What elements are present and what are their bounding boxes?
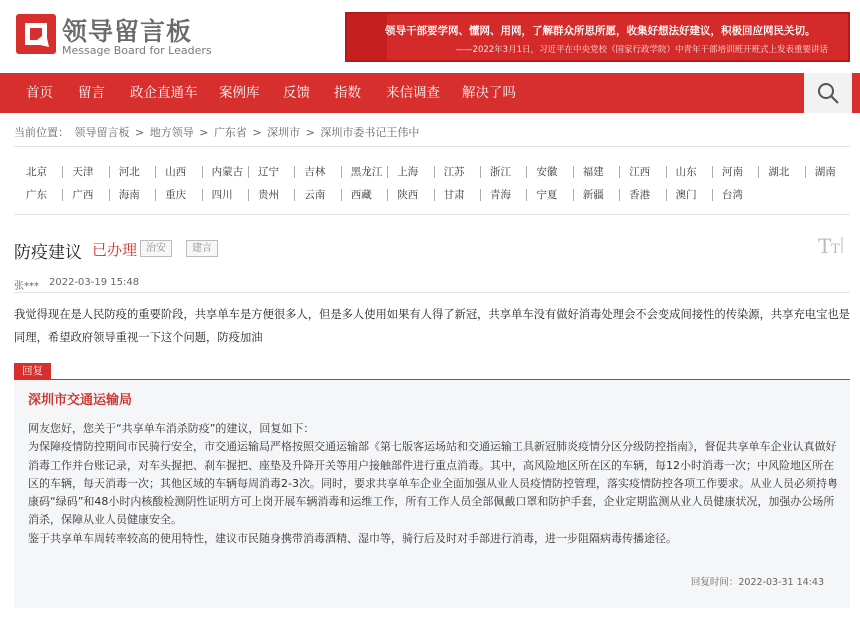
region-link[interactable]: 浙江 bbox=[490, 166, 511, 178]
region-separator bbox=[62, 166, 63, 178]
reply-paragraph: 网友您好，您关于“共享单车消杀防疫”的建议，回复如下： bbox=[28, 422, 315, 435]
site-logo-title[interactable]: 领导留言板 bbox=[62, 17, 193, 46]
region-separator bbox=[526, 166, 527, 178]
region-separator bbox=[434, 189, 435, 201]
region-link[interactable]: 陕西 bbox=[397, 189, 419, 201]
nav-item-messages[interactable]: 留言 bbox=[78, 85, 105, 101]
region-link[interactable]: 江苏 bbox=[443, 166, 465, 178]
region-separator bbox=[387, 189, 388, 201]
region-link[interactable]: 香港 bbox=[629, 189, 651, 201]
divider bbox=[14, 214, 850, 215]
region-link[interactable]: 广西 bbox=[72, 189, 94, 201]
region-separator bbox=[805, 166, 806, 178]
breadcrumb-separator: > bbox=[135, 126, 145, 139]
tag-suggestion[interactable]: 建言 bbox=[186, 240, 218, 257]
breadcrumb-item-province[interactable]: 广东省 bbox=[213, 126, 247, 139]
region-link[interactable]: 北京 bbox=[26, 166, 47, 178]
region-link[interactable]: 云南 bbox=[304, 189, 326, 201]
region-separator bbox=[480, 166, 481, 178]
reply-content bbox=[28, 420, 838, 548]
breadcrumb-item-local-leaders[interactable]: 地方领导 bbox=[149, 126, 194, 139]
region-link[interactable]: 贵州 bbox=[258, 189, 279, 201]
region-link[interactable]: 山西 bbox=[165, 166, 187, 178]
divider bbox=[14, 146, 850, 147]
site-logo-subtitle: Message Board for Leaders bbox=[62, 44, 212, 57]
post-status: 已办理 bbox=[92, 241, 138, 259]
reply-time: 回复时间：2022-03-31 14:43 bbox=[690, 577, 824, 588]
region-link[interactable]: 重庆 bbox=[165, 189, 187, 201]
region-separator bbox=[109, 166, 110, 178]
region-separator bbox=[526, 189, 527, 201]
region-link[interactable]: 福建 bbox=[582, 166, 604, 178]
nav-item-enterprise[interactable]: 政企直通车 bbox=[130, 85, 198, 101]
region-separator bbox=[294, 166, 295, 178]
region-row bbox=[14, 164, 850, 184]
breadcrumb-separator: > bbox=[199, 126, 209, 139]
region-separator bbox=[712, 166, 713, 178]
reply-badge: 回复 bbox=[14, 363, 51, 380]
region-link[interactable]: 黑龙江 bbox=[350, 166, 383, 178]
nav-item-cases[interactable]: 案例库 bbox=[219, 85, 260, 101]
region-separator bbox=[248, 166, 249, 178]
region-separator bbox=[619, 166, 620, 178]
post-date: 2022-03-19 15:48 bbox=[49, 277, 140, 288]
region-link[interactable]: 广东 bbox=[26, 189, 47, 201]
breadcrumb-separator: > bbox=[252, 126, 262, 139]
region-link[interactable]: 山东 bbox=[675, 166, 697, 178]
region-link[interactable]: 上海 bbox=[397, 166, 419, 178]
region-link[interactable]: 吉林 bbox=[304, 166, 326, 178]
region-link[interactable]: 湖南 bbox=[814, 166, 836, 178]
main-nav bbox=[0, 73, 860, 113]
region-row bbox=[14, 187, 850, 207]
region-link[interactable]: 台湾 bbox=[722, 189, 743, 201]
nav-item-home[interactable]: 首页 bbox=[26, 85, 53, 101]
region-link[interactable]: 安徽 bbox=[536, 166, 558, 178]
breadcrumb-item-leader[interactable]: 深圳市委书记王伟中 bbox=[320, 126, 420, 139]
region-link[interactable]: 海南 bbox=[118, 189, 140, 201]
nav-item-resolved[interactable]: 解决了吗 bbox=[462, 85, 516, 101]
breadcrumb-item-home[interactable]: 领导留言板 bbox=[74, 126, 130, 139]
region-separator bbox=[573, 166, 574, 178]
banner-decoration bbox=[347, 14, 387, 62]
banner-quote: 领导干部要学网、懂网、用网，了解群众所思所愿，收集好想法好建议，积极回应网民关切。 bbox=[385, 25, 816, 37]
region-separator bbox=[248, 189, 249, 201]
tag-security[interactable]: 治安 bbox=[140, 240, 172, 257]
reply-box bbox=[14, 380, 850, 608]
region-link[interactable]: 澳门 bbox=[675, 189, 697, 201]
region-link[interactable]: 新疆 bbox=[582, 189, 604, 201]
search-button[interactable] bbox=[804, 73, 852, 113]
region-separator bbox=[434, 166, 435, 178]
region-separator bbox=[619, 189, 620, 201]
logo-mark-icon[interactable] bbox=[16, 14, 56, 54]
region-link[interactable]: 青海 bbox=[490, 189, 511, 201]
post-title: 防疫建议 bbox=[14, 243, 82, 263]
region-link[interactable]: 湖北 bbox=[768, 166, 790, 178]
region-separator bbox=[109, 189, 110, 201]
search-icon bbox=[816, 81, 840, 105]
region-link[interactable]: 天津 bbox=[72, 166, 94, 178]
site-header bbox=[0, 0, 860, 72]
nav-item-feedback[interactable]: 反馈 bbox=[283, 85, 310, 101]
region-link[interactable]: 四川 bbox=[211, 189, 233, 201]
region-link[interactable]: 西藏 bbox=[350, 189, 372, 201]
region-link[interactable]: 河北 bbox=[118, 166, 140, 178]
region-separator bbox=[387, 166, 388, 178]
region-separator bbox=[758, 166, 759, 178]
region-separator bbox=[62, 189, 63, 201]
svg-text:T: T bbox=[831, 242, 840, 256]
region-link[interactable]: 江西 bbox=[629, 166, 651, 178]
region-link[interactable]: 辽宁 bbox=[258, 166, 279, 178]
region-separator bbox=[294, 189, 295, 201]
reply-paragraph: 鉴于共享单车周转率较高的使用特性，建议市民随身携带消毒酒精、湿巾等，骑行后及时对手部进行消毒，进一步阻隔病毒传播途径。 bbox=[28, 531, 677, 545]
region-link[interactable]: 甘肃 bbox=[443, 189, 465, 201]
breadcrumb-separator: > bbox=[305, 126, 315, 139]
region-separator bbox=[341, 166, 342, 178]
divider bbox=[14, 292, 850, 293]
region-separator bbox=[341, 189, 342, 201]
reply-organization[interactable]: 深圳市交通运输局 bbox=[28, 393, 133, 408]
post-author: 张*** bbox=[14, 281, 39, 292]
breadcrumb-label: 当前位置： bbox=[14, 126, 69, 139]
region-separator bbox=[202, 189, 203, 201]
svg-text:T: T bbox=[818, 234, 832, 256]
region-separator bbox=[480, 189, 481, 201]
breadcrumb bbox=[14, 124, 421, 140]
region-link[interactable]: 宁夏 bbox=[536, 189, 558, 201]
nav-item-survey[interactable]: 来信调查 bbox=[386, 85, 440, 101]
nav-item-index[interactable]: 指数 bbox=[334, 85, 361, 101]
quote-banner bbox=[345, 12, 850, 62]
region-separator bbox=[666, 166, 667, 178]
region-separator bbox=[202, 166, 203, 178]
region-separator bbox=[155, 166, 156, 178]
region-link[interactable]: 内蒙古 bbox=[211, 166, 244, 178]
region-separator bbox=[712, 189, 713, 201]
region-separator bbox=[573, 189, 574, 201]
region-separator bbox=[666, 189, 667, 201]
post-body: 我觉得现在是人民防疫的重要阶段，共享单车是方便很多人，但是多人使用如果有人得了新冠，共享单车没有做好消毒处理会不会变成间接性的传染源，共享充电宝也是同理，希望政府领导重视一下这个问题，防疫加油 bbox=[14, 308, 850, 344]
breadcrumb-item-city[interactable]: 深圳市 bbox=[267, 126, 301, 139]
banner-source: ——2022年3月1日，习近平在中央党校（国家行政学院）中青年干部培训班开班式上发表重要讲话 bbox=[455, 45, 828, 55]
reply-paragraph: 为保障疫情防控期间市民骑行安全，市交通运输局严格按照交通运输部《第七版客运场站和交通运输工具新冠肺炎疫情分区分级防控指南》，督促共享单车企业认真做好消毒工作并台账记录，对车头握把、刹车握把、座垫及升降开关等用户接触部件进行重点消毒。其中，高风险地区所在区的车辆，每12小时消毒一次；中风险地区所在区的车辆，每天消毒一次；其他区域的车辆每周消毒2-3次。同时，要求共享单车企业全面加强从业人员疫情防控管理，落实疫情防控各项工作要求。从业人员必须持粤康码“绿码”和48小时内核酸检测阴性证明方可上岗开展车辆消毒和运维工作，所有工作人员全部佩戴口罩和防护手套，企业定期监测从业人员健康状况，加强办公场所消杀，保障从业人员健康安全。 bbox=[28, 440, 838, 527]
font-size-icon[interactable] bbox=[818, 234, 844, 256]
region-separator bbox=[155, 189, 156, 201]
region-link[interactable]: 河南 bbox=[722, 166, 743, 178]
